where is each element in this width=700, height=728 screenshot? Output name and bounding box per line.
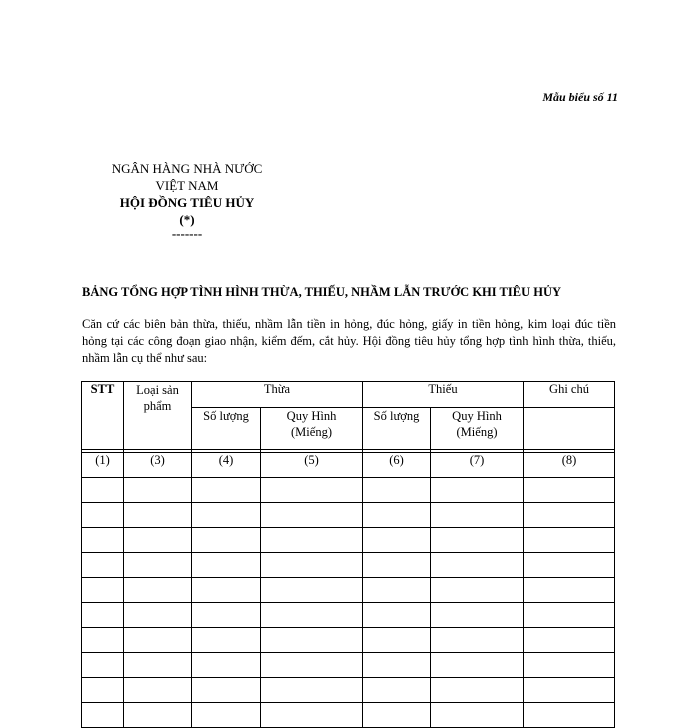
table-cell: [431, 603, 524, 628]
table-cell: [82, 703, 124, 728]
table-row: [82, 553, 615, 578]
table-cell: [124, 603, 192, 628]
council-asterisk: (*): [179, 212, 195, 227]
table-cell: [192, 628, 261, 653]
table-cell: [524, 678, 615, 703]
table-cell: [192, 578, 261, 603]
table-cell: [192, 478, 261, 503]
header-row-1: [82, 382, 615, 408]
table-cell: [82, 678, 124, 703]
table-cell: [261, 653, 363, 678]
table-cell: [82, 503, 124, 528]
table-cell: [431, 653, 524, 678]
table-row: [82, 653, 615, 678]
table-cell: [261, 503, 363, 528]
table-cell: [431, 628, 524, 653]
table-cell: [363, 528, 431, 553]
table-cell: [192, 653, 261, 678]
table-row: [82, 503, 615, 528]
table-cell: [124, 528, 192, 553]
table-cell: [124, 628, 192, 653]
table-cell: [124, 503, 192, 528]
table-cell: [82, 653, 124, 678]
table-cell: [363, 603, 431, 628]
document-title: BẢNG TỔNG HỢP TÌNH HÌNH THỪA, THIẾU, NHẦM LẪN TRƯỚC KHI TIÊU HỦY: [82, 285, 562, 299]
org-name-line2: VIỆT NAM: [155, 178, 219, 193]
table-cell: [524, 628, 615, 653]
issuing-organization: [80, 160, 294, 240]
header-surplus-quantity: Số lượng: [192, 408, 261, 450]
table-cell: [261, 528, 363, 553]
header-stt: STT: [82, 382, 124, 450]
table-cell: [261, 603, 363, 628]
header-shortage-quy-hinh: [431, 408, 524, 450]
table-cell: [82, 553, 124, 578]
table-cell: [363, 703, 431, 728]
table-cell: [124, 653, 192, 678]
table-cell: [524, 503, 615, 528]
col-number: (3): [124, 453, 192, 478]
table-cell: [431, 528, 524, 553]
table-cell: [524, 653, 615, 678]
table-cell: [363, 478, 431, 503]
table-cell: [82, 603, 124, 628]
header-shortage: Thiếu: [363, 382, 524, 408]
table-cell: [524, 553, 615, 578]
table-cell: [431, 553, 524, 578]
table-cell: [261, 478, 363, 503]
table-cell: [524, 703, 615, 728]
org-divider: -------: [171, 226, 203, 241]
header-note-sub: [524, 408, 615, 450]
col-number: (5): [261, 453, 363, 478]
header-product-type: Loại sản phẩm: [124, 382, 192, 450]
col-number: (4): [192, 453, 261, 478]
table-cell: [524, 603, 615, 628]
table-cell: [192, 603, 261, 628]
summary-table: [81, 381, 615, 728]
table-cell: [261, 678, 363, 703]
table-cell: [363, 578, 431, 603]
col-number: (1): [82, 453, 124, 478]
col-number: (6): [363, 453, 431, 478]
table-cell: [431, 478, 524, 503]
table-cell: [82, 478, 124, 503]
table-cell: [82, 578, 124, 603]
table-cell: [192, 703, 261, 728]
form-number: Mẫu biểu số 11: [542, 90, 618, 104]
table-cell: [124, 678, 192, 703]
header-shortage-quantity: Số lượng: [363, 408, 431, 450]
header-surplus-quy-hinh: [261, 408, 363, 450]
table-row: [82, 628, 615, 653]
quy-hinh-label: Quy Hình: [452, 409, 502, 423]
col-number: (8): [524, 453, 615, 478]
table-cell: [261, 628, 363, 653]
quy-hinh-label: Quy Hình: [286, 409, 337, 423]
pieces-label: (Miếng): [291, 425, 332, 439]
table-row: [82, 678, 615, 703]
table-cell: [431, 503, 524, 528]
table-cell: [363, 553, 431, 578]
table-cell: [524, 578, 615, 603]
table-cell: [431, 578, 524, 603]
header-surplus: Thừa: [192, 382, 363, 408]
table-cell: [192, 553, 261, 578]
table-row: [82, 478, 615, 503]
table-cell: [363, 653, 431, 678]
council-name: HỘI ĐỒNG TIÊU HỦY: [119, 195, 255, 210]
table-cell: [261, 553, 363, 578]
intro-paragraph: Căn cứ các biên bản thừa, thiếu, nhầm lẫn tiền in hỏng, đúc hỏng, giấy in tiền hỏng, kim loại đúc tiền hỏng tại các công đoạn giao nhận, kiểm đếm, cắt hủy. Hội đồng tiêu hủy tổng hợp tình hình thừa, thiếu, nhầm lẫn cụ thể như sau:: [82, 317, 616, 365]
header-note: Ghi chú: [524, 382, 615, 408]
table-cell: [124, 478, 192, 503]
table-cell: [124, 553, 192, 578]
org-name-line1: NGÂN HÀNG NHÀ NƯỚC: [111, 161, 263, 176]
table-cell: [82, 628, 124, 653]
column-number-row: [82, 453, 615, 478]
table-body: [82, 478, 615, 728]
table-row: [82, 703, 615, 728]
table-row: [82, 578, 615, 603]
pieces-label: (Miếng): [456, 425, 498, 439]
table-cell: [524, 528, 615, 553]
table-cell: [124, 578, 192, 603]
table-cell: [261, 578, 363, 603]
table-cell: [82, 528, 124, 553]
table-cell: [124, 703, 192, 728]
table-cell: [363, 628, 431, 653]
table-cell: [524, 478, 615, 503]
table-cell: [363, 678, 431, 703]
table-cell: [431, 678, 524, 703]
table-row: [82, 603, 615, 628]
table-cell: [261, 703, 363, 728]
table-cell: [431, 703, 524, 728]
table-cell: [192, 678, 261, 703]
table-row: [82, 528, 615, 553]
table-cell: [363, 503, 431, 528]
col-number: (7): [431, 453, 524, 478]
table-cell: [192, 503, 261, 528]
table-cell: [192, 528, 261, 553]
